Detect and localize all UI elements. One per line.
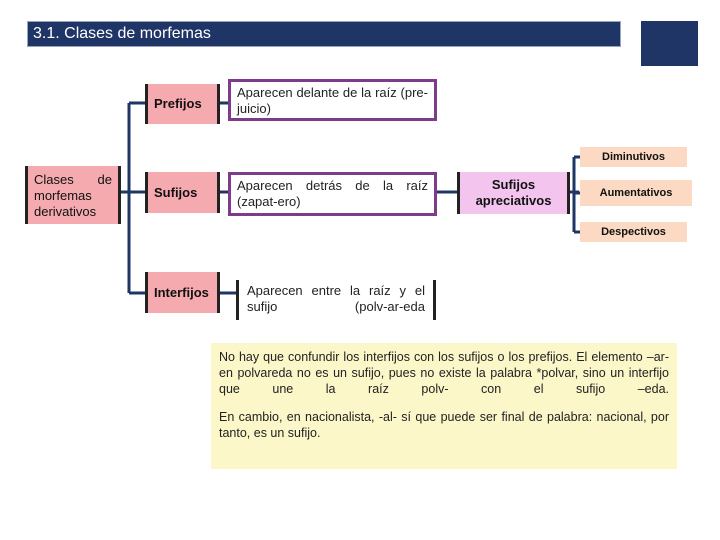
root-label: Clases de morfemas derivativos — [34, 172, 112, 219]
interfijos-definition: Aparecen entre la raíz y el sufijo (polv-ar-eda — [236, 280, 436, 320]
note-paragraph-1: No hay que confundir los interfijos con los sufijos o los prefijos. El elemento –ar- en polvareda no es un sufijo, pues no existe la palabra *polvar, sino un interfijo que une la raíz polv- con el sufijo –eda. — [219, 350, 669, 396]
interfijos-node — [145, 272, 220, 313]
aumentativos-tag: Aumentativos — [580, 180, 692, 206]
note-paragraph-2: En cambio, en nacionalista, -al- sí que puede ser final de palabra: nacional, por tanto, es un sufijo. — [219, 410, 669, 440]
sufijos-label: Sufijos — [154, 184, 198, 200]
despectivos-tag: Despectivos — [580, 222, 687, 242]
interfijos-label: Interfijos — [154, 284, 209, 300]
sufijos-node — [145, 172, 220, 213]
root-node — [25, 166, 121, 224]
prefijos-label: Prefijos — [154, 96, 202, 111]
slide-title: 3.1. Clases de morfemas — [27, 21, 621, 47]
sufijos-apreciativos-label: Sufijos apreciativos — [475, 177, 552, 208]
sufijos-definition: Aparecen detrás de la raíz (zapat-ero) — [228, 172, 437, 216]
diminutivos-tag: Diminutivos — [580, 147, 687, 167]
explanation-note — [211, 343, 677, 469]
sufijos-apreciativos-node — [457, 172, 570, 214]
prefijos-definition: Aparecen delante de la raíz (pre-juicio) — [228, 79, 437, 121]
prefijos-node — [145, 84, 220, 124]
